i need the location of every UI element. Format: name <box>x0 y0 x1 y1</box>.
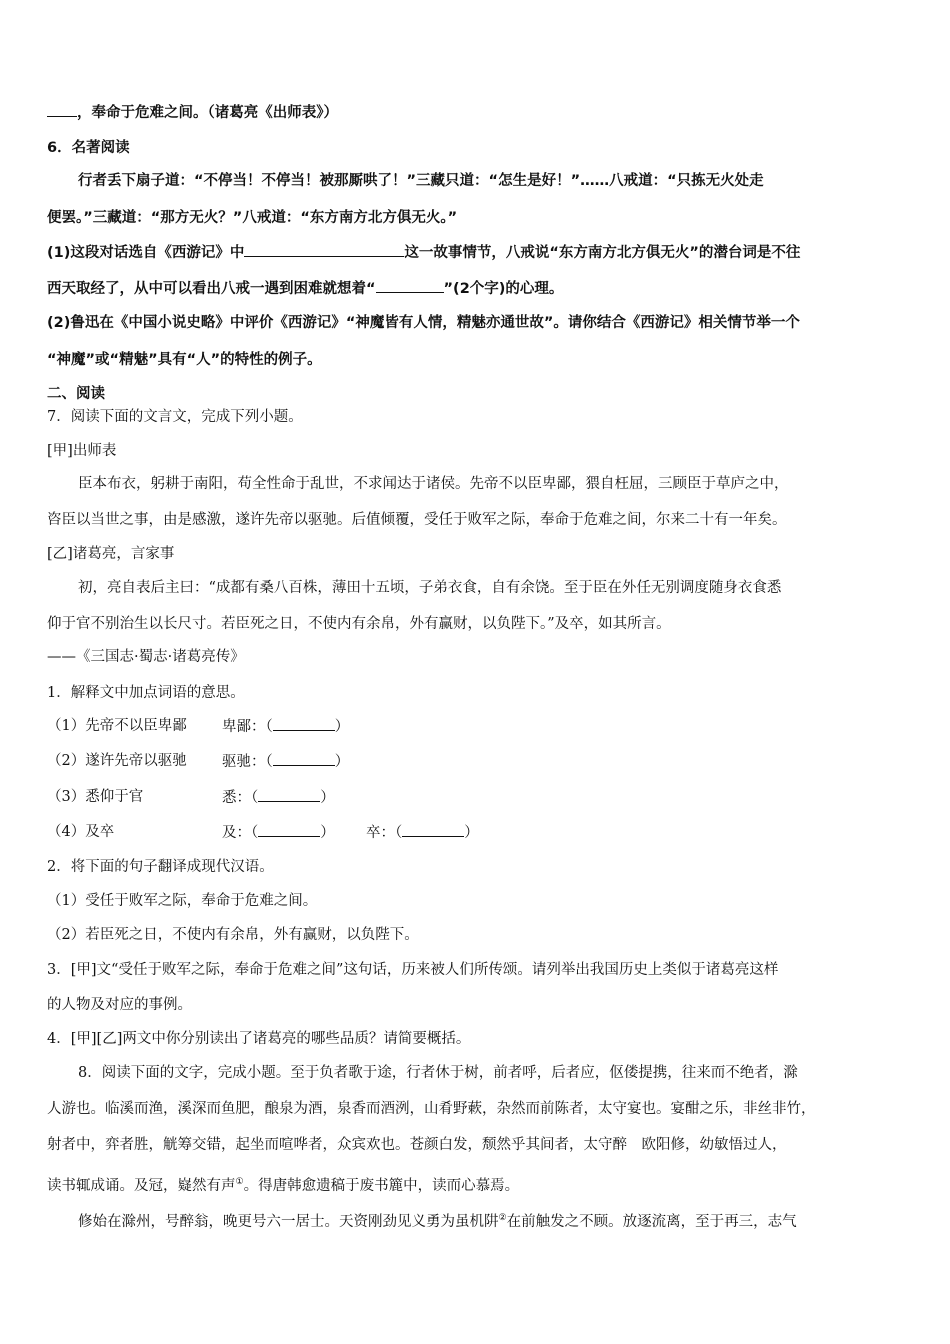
q8-text-line: 射者中，弈者胜，觥筹交错，起坐而喧哗者，众宾欢也。苍颜白发，颓然乎其间者，太守醉 欧阳修，幼敏悟过人， <box>47 1137 787 1153</box>
q7-source: ——《三国志·蜀志·诸葛亮传》 <box>47 649 245 665</box>
q7-subq2-item: （1）受任于败军之际，奉命于危难之间。 <box>47 893 318 909</box>
q5-line: ，奉命于危难之间。（诸葛亮《出师表》） <box>47 102 338 123</box>
answer-blank[interactable] <box>402 822 464 837</box>
q7-intro: 7．阅读下面的文言文，完成下列小题。 <box>47 409 303 425</box>
q8-text-line: 读书辄成诵。及冠，嶷然有声①。得唐韩愈遗稿于废书簏中，读而心慕焉。 <box>47 1177 520 1194</box>
answer-blank[interactable] <box>258 787 320 802</box>
q7-jia-text: 臣本布衣，躬耕于南阳，苟全性命于乱世，不求闻达于诸侯。先帝不以臣卑鄙，猥自枉屈，三顾臣于草庐之中， <box>78 476 789 492</box>
q7-yi-text: 初，亮自表后主曰：“成都有桑八百株，薄田十五顷，子弟衣食，自有余饶。至于臣在外任无别调度随身衣食悉 <box>78 580 782 596</box>
vocab-item-3-answer: 悉：（ ） <box>222 787 335 808</box>
q8-text-line: 人游也。临溪而渔，溪深而鱼肥，酿泉为酒，泉香而酒洌，山肴野蔌，杂然而前陈者，太守宴也。宴酣之乐，非丝非竹， <box>47 1101 816 1117</box>
q6-sub1-line: (1)这段对话选自《西游记》中 这一故事情节，八戒说“东方南方北方俱无火”的潜台词是不往 <box>47 242 800 263</box>
q6-heading: 6．名著阅读 <box>47 140 130 156</box>
answer-blank[interactable] <box>244 242 404 257</box>
footnote-marker: ② <box>498 1213 507 1223</box>
vocab-item-1-answer: 卑鄙：（ ） <box>222 716 349 737</box>
answer-blank[interactable] <box>273 716 335 731</box>
q7-subq2: 2．将下面的句子翻译成现代汉语。 <box>47 859 274 875</box>
answer-blank[interactable] <box>376 278 444 293</box>
vocab-item-4-answer-2: 卒：（ ） <box>366 822 479 843</box>
vocab-item-2-left: （2）遂许先帝以驱驰 <box>47 753 187 769</box>
answer-blank[interactable] <box>258 822 320 837</box>
vocab-item-4-left: （4）及卒 <box>47 824 115 840</box>
section-heading: 二、阅读 <box>47 386 105 402</box>
q6-sub2-line: “神魔”或“精魅”具有“人”的特性的例子。 <box>47 352 322 368</box>
q6-sub2-line: (2)鲁迅在《中国小说史略》中评价《西游记》“神魔皆有人情，精魅亦通世故”。请你结合《西游记》相关情节举一个 <box>47 315 800 331</box>
q7-subq1: 1．解释文中加点词语的意思。 <box>47 685 245 701</box>
q6-passage-line: 行者丢下扇子道：“不停当！不停当！被那厮哄了！”三藏只道：“怎生是好！”……八戒道：“只拣无火处走 <box>78 173 764 189</box>
q7-subq2-item: （2）若臣死之日，不使内有余帛，外有赢财，以负陛下。 <box>47 927 419 943</box>
q7-jia-text: 咨臣以当世之事，由是感激，遂许先帝以驱驰。后值倾覆，受任于败军之际，奉命于危难之间，尔来二十有一年矣。 <box>47 512 787 528</box>
q7-yi-title: [乙]诸葛亮，言家事 <box>47 546 175 562</box>
vocab-item-2-answer: 驱驰：（ ） <box>222 751 349 772</box>
vocab-item-1-left: （1）先帝不以臣卑鄙 <box>47 718 187 734</box>
q8-text-line: 修始在滁州，号醉翁，晚更号六一居士。天资刚劲见义勇为虽机阱②在前触发之不顾。放逐流离，至于再三，志气 <box>78 1213 797 1230</box>
q7-subq3: 3．[甲]文“受任于败军之际，奉命于危难之间”这句话，历来被人们所传颂。请列举出我国历史上类似于诸葛亮这样 <box>47 962 779 978</box>
q6-sub1-line: 西天取经了，从中可以看出八戒一遇到困难就想着“ ”(2个字)的心理。 <box>47 278 563 299</box>
q6-passage-line: 便罢。”三藏道：“那方无火？”八戒道：“东方南方北方俱无火。” <box>47 210 458 226</box>
q7-yi-text: 仰于官不别治生以长尺寸。若臣死之日，不使内有余帛，外有赢财，以负陛下。”及卒，如其所言。 <box>47 616 671 632</box>
q7-jia-title: [甲]出师表 <box>47 443 117 459</box>
footnote-marker: ① <box>235 1177 244 1187</box>
answer-blank[interactable] <box>273 751 335 766</box>
vocab-item-4-answer: 及：（ ） <box>222 822 335 843</box>
q7-subq4: 4．[甲][乙]两文中你分别读出了诸葛亮的哪些品质？请简要概括。 <box>47 1031 471 1047</box>
q8-text-line: 8．阅读下面的文字，完成小题。至于负者歌于途，行者休于树，前者呼，后者应，伛偻提携，往来而不绝者，滁 <box>78 1065 798 1081</box>
answer-blank[interactable] <box>47 102 77 117</box>
q7-subq3: 的人物及对应的事例。 <box>47 997 192 1013</box>
vocab-item-3-left: （3）悉仰于官 <box>47 789 144 805</box>
